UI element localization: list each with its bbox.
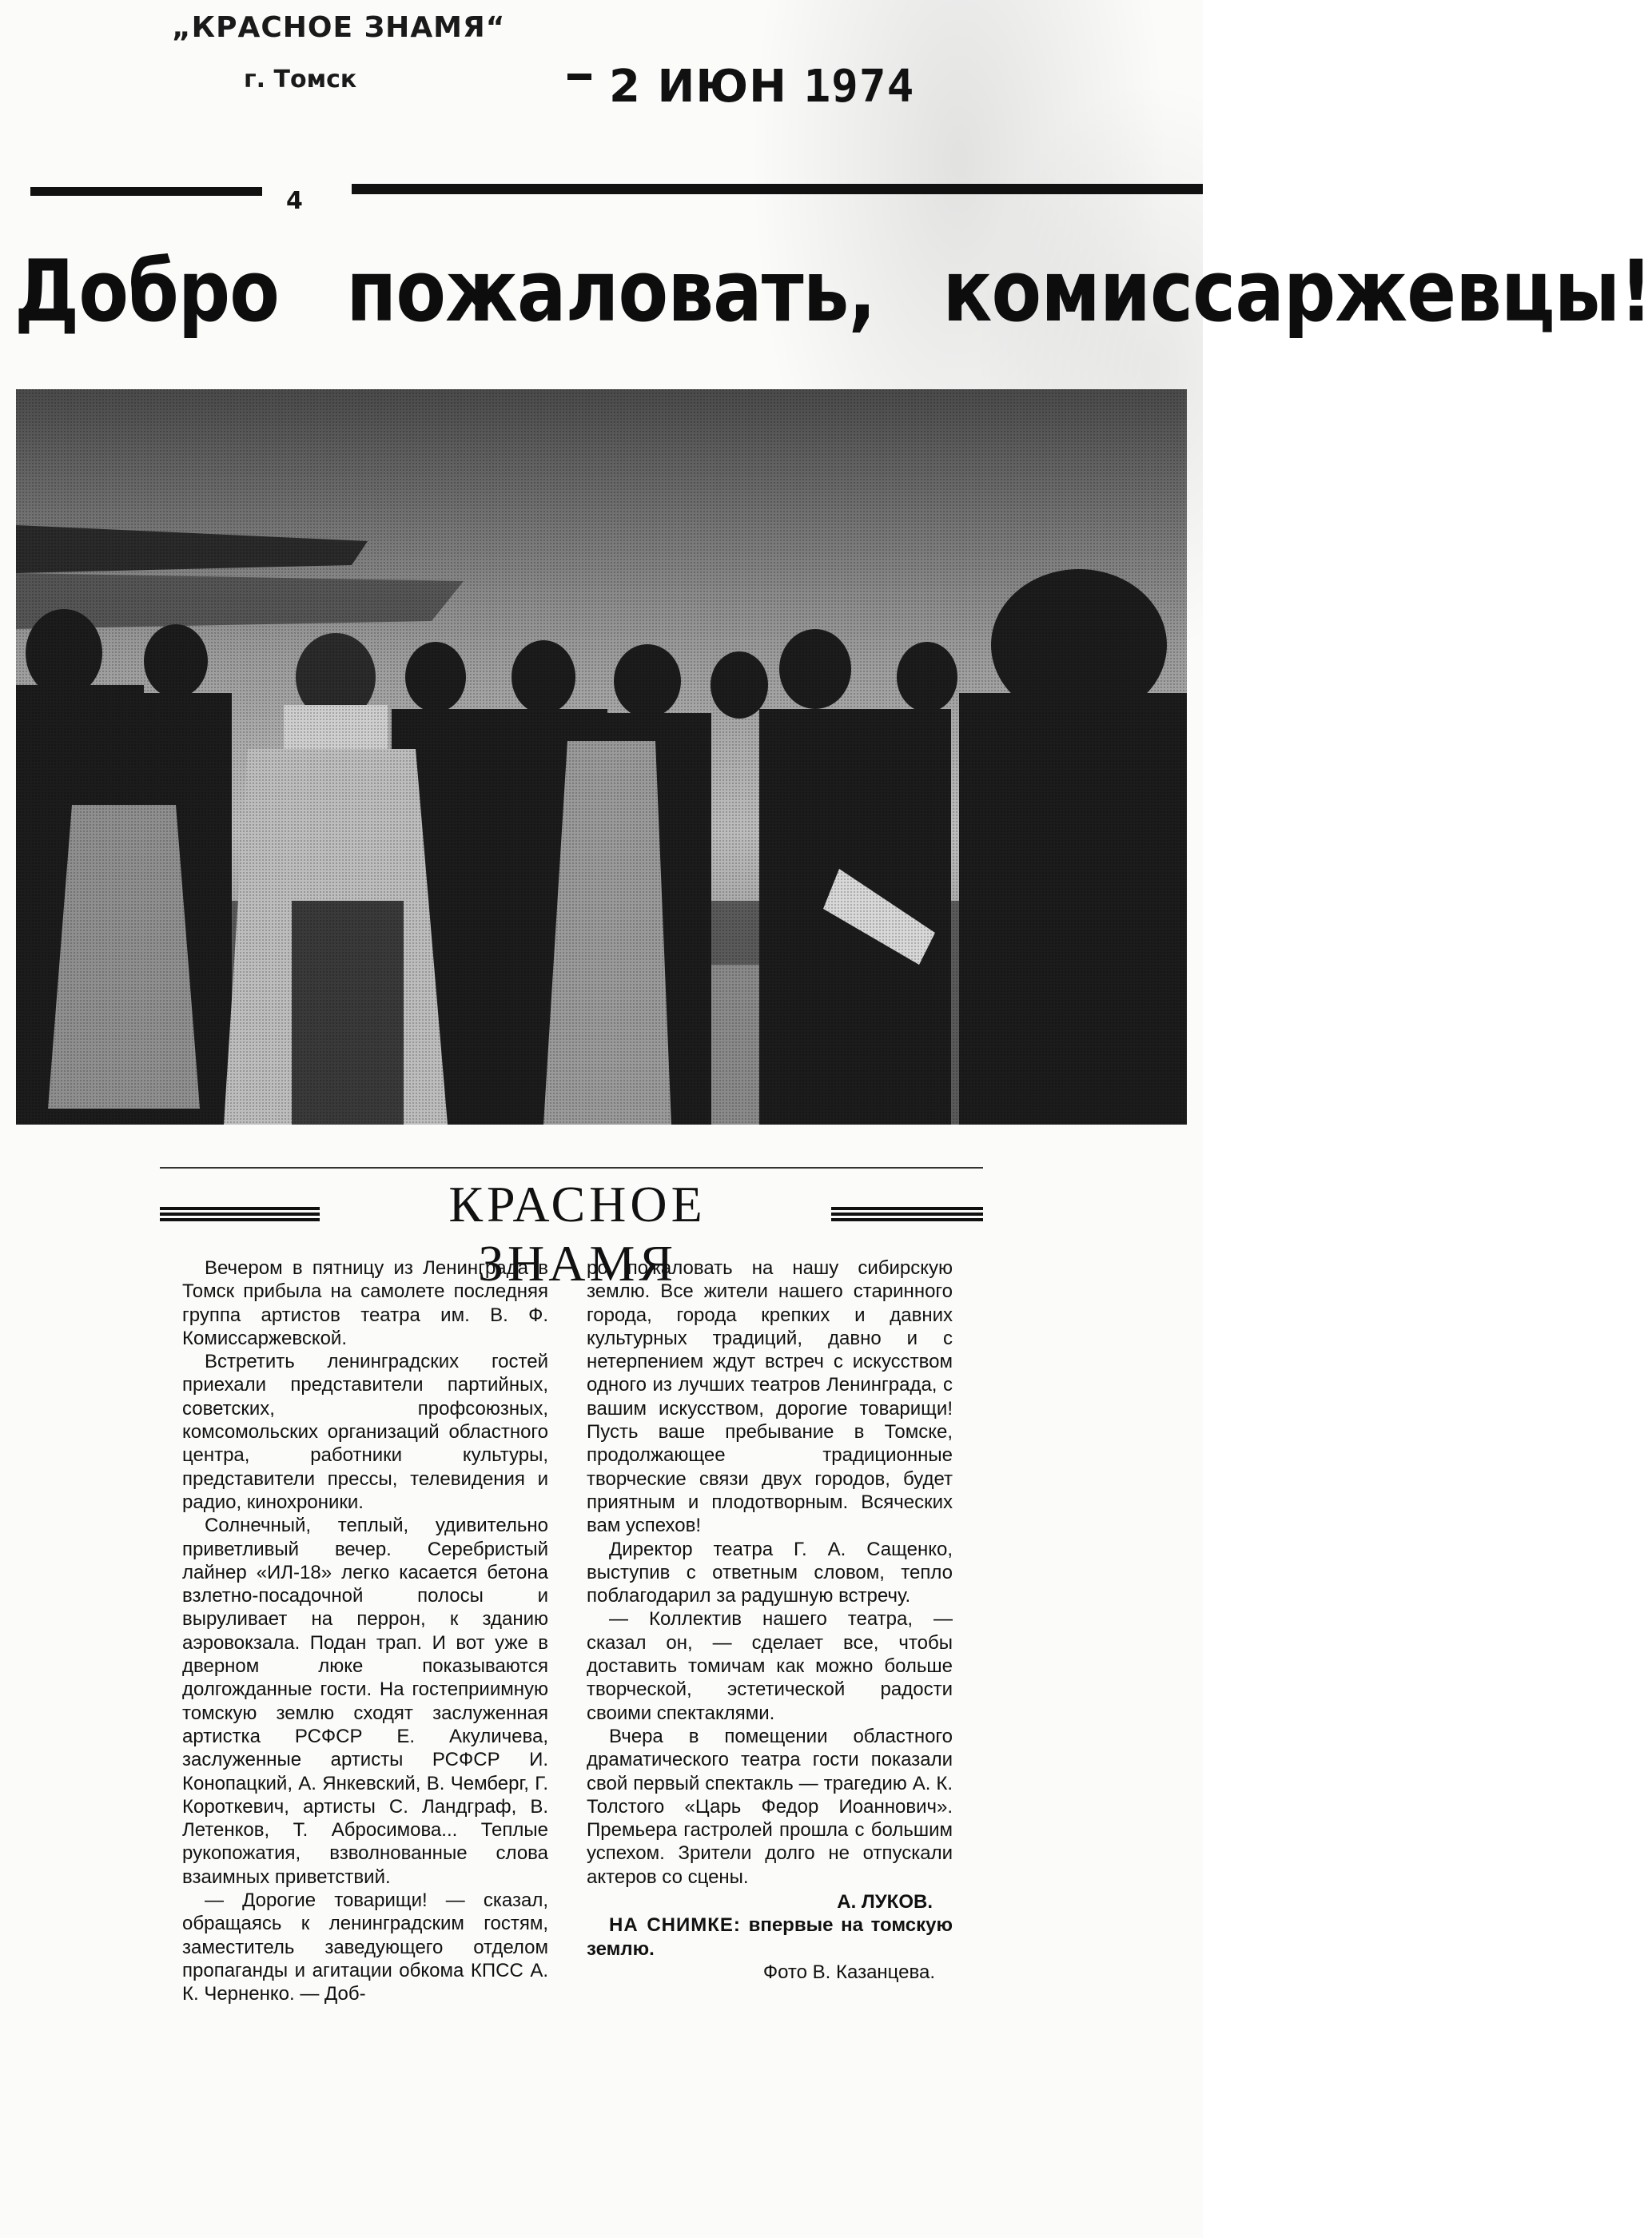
masthead-title: КРАСНОЕ ЗНАМЯ [448,1176,707,1292]
author-signature: А. ЛУКОВ. [837,1891,933,1913]
article-right-column [587,1256,953,1984]
page-number: 4 [286,187,303,215]
article-left-column [182,1256,548,2006]
headline: Добро пожаловать, комиссаржевцы! [14,242,1652,340]
masthead [160,1167,983,1292]
right-paragraph-3: — Коллектив нашего театра, — сказал он, — сделает все, чтобы доставить томичам как можно больше творческой, эстетической радости своими спектаклями. [587,1608,953,1724]
top-rule-right [352,184,1203,194]
caption-text: впервые на томскую землю. [587,1914,953,1960]
right-paragraph-1: ро пожаловать на нашу сибирскую землю. Все жители нашего старинного города, города крепких и давних культурных традиций, давно и с нетерпением ждут встреч с искусством одного из лучших театров Ленинграда, с вашим искусством, дорогие товарищи! Пусть ваше пребывание в Томске, продолжающее традиционные творческие связи двух городов, будет приятным и плодотворным. Всяческих вам успехов! [587,1257,953,1537]
stamp-date [609,61,914,113]
stamp-city: г. Томск [244,66,357,94]
caption-label: НА СНИМКЕ: [609,1914,741,1937]
left-paragraph-2: Встретить ленинградских гостей приехали представители партийных, советских, профсоюзных, комсомольских организаций областного центра, работники культуры, представители прессы, телевидения и радио, кинохроники. [182,1351,548,1513]
right-paragraph-4: Вчера в помещении областного драматического театра гости показали свой первый спектакль — трагедию А. К. Толстого «Царь Федор Иоаннович». Премьера гастролей прошла с большим успехом. Зрители долго не отпускали актеров со сцены. [587,1725,953,1888]
photo-credit: Фото В. Казанцева. [762,1961,935,1983]
left-paragraph-4: — Дорогие товарищи! — сказал, обращаясь к ленинградским гостям, заместитель заведующего отделом пропаганды и агитации обкома КПСС А. К. Черненко. — Доб- [182,1890,548,2005]
stamp-date-year: 1974 [803,61,915,113]
masthead-bars-left [160,1207,320,1224]
airport-photo [16,389,1187,1125]
right-paragraph-2: Директор театра Г. А. Сащенко, выступив с ответным словом, тепло поблагодарил за радушную встречу. [587,1538,953,1607]
left-paragraph-3: Солнечный, теплый, удивительно приветливый вечер. Серебристый лайнер «ИЛ-18» легко касается бетона взлетно-посадочной полосы и выруливает на перрон, к зданию аэровокзала. Подан трап. И вот уже в дверном люке показываются долгожданные гости. На гостеприимную томскую землю сходят заслуженная артистка РСФСР Е. Акуличева, заслуженные артисты РСФСР И. Конопацкий, А. Янкевский, В. Чемберг, Г. Короткевич, артисты С. Ландграф, В. Летенков, Т. Абросимова... Теплые рукопожатия, взволнованные слова взаимных приветствий. [182,1515,548,1888]
stamp-date-day: 2 ИЮН [609,61,787,113]
masthead-bars-right [831,1207,983,1224]
stamp-dash [567,74,591,80]
left-paragraph-1: Вечером в пятницу из Ленинграда в Томск прибыла на самолете последняя группа артистов театра им. В. Ф. Комиссаржевской. [182,1257,548,1349]
photo-image [16,389,1187,1125]
photo-caption [587,1913,953,1961]
masthead-frame [160,1167,983,1169]
stamp-paper-name: „КРАСНОЕ ЗНАМЯ“ [172,11,506,44]
top-rule-left [30,187,262,196]
